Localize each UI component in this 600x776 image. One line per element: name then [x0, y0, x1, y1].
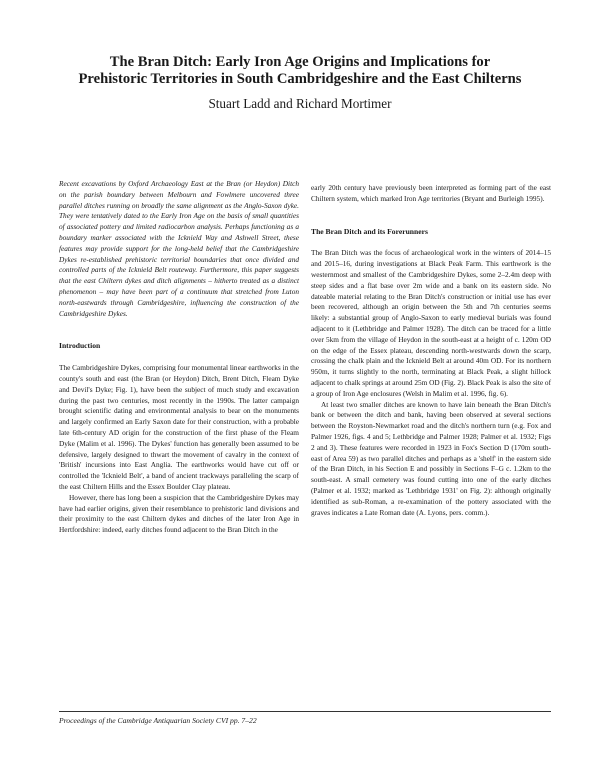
bran-ditch-paragraph-1: The Bran Ditch was the focus of archaeological work in the winters of 2014–15 and 2015–16, during investigations at Black Peak Farm. This earthwork is the westernmost and smallest of the Cambridgeshire Dykes, some 2–2.4m deep with steep sides and a flat base over 2m wide and a bank on its eastern side. No dateable material relating to the Bran Ditch's construction or initial use has ever been recovered, although an origin between the 5th and 7th centuries seems likely: a substantial group of Anglo-Saxon to early medieval burials was found adjacent to it (Lethbridge and Palmer 1928). The ditch can be traced for a little over 5km from the village of Heydon in the south-east at a height of c. 120m OD on the edge of the Essex plateau, descending north-westwards down the scarp, crossing the chalk plain and the Icknield Belt at around 40m OD. For its northern 950m, it turns slightly to the north, terminating at Black Peak, a slight hillock adjacent to chalk springs at around 25m OD (Fig. 2). Black Peak is also the site of a group of Iron Age enclosures (Welsh in Malim et al. 1996, fig. 6). — [311, 248, 551, 398]
section-heading-bran-ditch: The Bran Ditch and its Forerunners — [311, 226, 428, 236]
introduction-paragraph-2: However, there has long been a suspicion that the Cambridgeshire Dykes may have had earlier origins, given their resemblance to prehistoric land divisions and their proximity to the east Chiltern dykes and ditches of the later Iron Age in Hertfordshire: indeed, early ditches found adjacent to the Bran Ditch in the — [59, 492, 299, 535]
left-column — [59, 179, 299, 536]
journal-footer: Proceedings of the Cambridge Antiquarian Society CVI pp. 7–22 — [59, 716, 257, 725]
introduction-heading: Introduction — [59, 341, 101, 351]
title-line-1: The Bran Ditch: Early Iron Age Origins and Implications for — [109, 54, 491, 70]
introduction-paragraph-1: The Cambridgeshire Dykes, comprising four monumental linear earthworks in the county's south and east (the Bran (or Heydon) Ditch, Brent Ditch, Fleam Dyke and Devil's Dyke; Fig. 1), have been the subject of much study and excavation during the past two centuries, most recently in the 1990s. The latter campaign brought scientific dating and environmental analysis to bear on the monuments and largely confirmed an Early Saxon date for their construction, with a probable late 6th-century AD origin for the construction of the first phase of the Fleam Dyke (Malim et al. 1996). The Dykes' function has generally been assumed to be defensive, largely designed to thwart the movement of cavalry in the context of 'British' incursions into East Anglia. The earthworks would have cut off or controlled the 'Icknield Belt', a band of ancient trackways paralleling the scarp of the east Chiltern Hills and the Essex Boulder Clay plateau. — [59, 363, 299, 491]
footer-divider — [59, 711, 551, 712]
right-column — [311, 183, 551, 518]
bran-ditch-paragraph-2: At least two smaller ditches are known to have lain beneath the Bran Ditch's bank or between the ditch and bank, having been observed at several sections between the Royston-Newmarket road and the ditch's northern turn (e.g. Fox and Palmer 1926, figs. 4 and 5; Lethbridge and Palmer 1928; Palmer et al. 1932; Figs 2 and 3). These features were recorded in 1923 in Fox's Section D (170m south-east of Area 59) as two parallel ditches and perhaps as a 'shelf' in the eastern side of the Bran Ditch, in his Section E and possibly in Sections F–G c. 1.2km to the south-east. A small cemetery was found cutting into one of the early ditches (Palmer et al. 1932; marked as 'Lethbridge 1931' on Fig. 2): although originally identified as sub-Roman, a re-examination of the pottery associated with the graves indicates a Late Roman date (A. Lyons, pers. comm.). — [311, 399, 551, 517]
abstract: Recent excavations by Oxford Archaeology East at the Bran (or Heydon) Ditch on the parish boundary between Melbourn and Fowlmere uncovered three parallel ditches running on broadly the same alignment as the Anglo-Saxon dyke. They were tentatively dated to the Early Iron Age on the basis of small quantities of associated pottery and limited radiocarbon analysis. Perhaps functioning as a boundary marker associated with the Icknield Way and Ashwell Street, these features may provide support for the long-held belief that the Cambridgeshire Dykes re-established prehistoric territorial boundaries that once divided and controlled parts of the Icknield Belt routeway. Furthermore, this paper suggests that the east Chiltern dykes and ditch alignments – hitherto treated as a distinct phenomenon – may have been part of a continuum that stretched from Luton north-eastwards through Cambridgeshire, influencing the construction of the Cambridgeshire Dykes. — [59, 179, 299, 318]
continuation-paragraph: early 20th century have previously been interpreted as forming part of the east Chiltern system, which marked Iron Age territories (Bryant and Burleigh 1995). — [311, 183, 551, 203]
title-line-2: Prehistoric Territories in South Cambridgeshire and the East Chilterns — [78, 71, 522, 87]
authors: Stuart Ladd and Richard Mortimer — [208, 96, 392, 111]
